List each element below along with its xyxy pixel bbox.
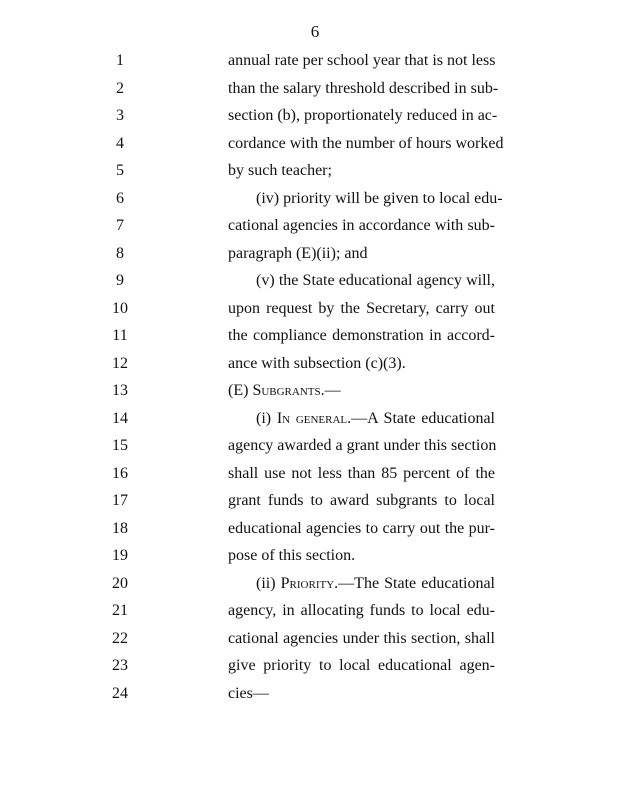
line-text: (v) the State educational agency will, [256,272,495,289]
line-text [228,377,495,405]
line-number: 9 [116,272,124,289]
document-line [0,625,630,653]
line-text: (iv) priority will be given to local edu- [256,189,503,207]
document-line [0,460,630,488]
line-number: 17 [112,492,128,509]
line-number: 4 [116,134,124,152]
document-line [0,350,630,378]
document-line [0,405,630,433]
document-line [0,597,630,625]
line-number: 19 [112,547,128,564]
subparagraph-designation: (E) [228,382,253,399]
line-text: pose of this section. [228,547,356,564]
line-text: cies— [228,684,269,702]
line-text: cordance with the number of hours worked [228,134,504,152]
document-line [0,212,630,240]
line-number: 21 [112,602,128,619]
document-line [0,267,630,295]
document-line [0,570,630,598]
line-text [256,405,495,433]
line-text: than the salary threshold described in sub- [228,79,499,97]
clause-text: .—A State educational [347,409,495,427]
line-number: 1 [116,52,124,69]
document-line [0,102,630,130]
line-text: upon request by the Secretary, carry out [228,299,495,317]
clause-designation: (ii) [256,574,281,592]
document-line [0,652,630,680]
line-text: agency, in allocating funds to local edu- [228,602,495,619]
line-number: 16 [112,464,128,482]
line-text: cational agencies in accordance with sub- [228,217,495,234]
line-number: 5 [116,162,124,179]
clause-heading: In general [276,409,348,427]
line-number: 10 [112,299,128,317]
line-text [256,570,495,598]
document-line [0,295,630,323]
line-text: give priority to local educational agen- [228,657,495,674]
line-number: 11 [112,327,128,344]
line-number: 14 [112,409,128,427]
clause-heading: Priority [280,574,335,592]
page-number: 6 [310,22,320,41]
heading-dash: .— [320,382,341,399]
line-text: shall use not less than 85 percent of the [228,464,495,482]
line-text: grant funds to award subgrants to local [228,492,495,509]
line-text: cational agencies under this section, shall [228,629,495,647]
clause-text: .—The State educational [334,574,495,592]
line-number: 7 [116,217,124,234]
line-text: ance with subsection (c)(3). [228,354,406,372]
document-line [0,240,630,268]
line-number: 20 [112,574,128,592]
line-text: by such teacher; [228,162,332,179]
line-text: agency awarded a grant under this section [228,437,497,454]
line-number: 2 [116,79,124,97]
document-line [0,542,630,570]
document-line [0,322,630,350]
line-text: paragraph (E)(ii); and [228,244,368,262]
line-number: 15 [112,437,128,454]
document-body [0,47,630,707]
document-line [0,432,630,460]
document-line [0,130,630,158]
document-line [0,75,630,103]
line-number: 12 [112,354,128,372]
line-number: 24 [112,684,128,702]
document-line [0,515,630,543]
line-text: annual rate per school year that is not less [228,52,496,69]
document-line [0,157,630,185]
line-number: 23 [112,657,128,674]
line-number: 6 [116,189,124,207]
document-line [0,487,630,515]
document-line [0,47,630,75]
subparagraph-heading: Subgrants [252,382,321,399]
line-number: 8 [116,244,124,262]
line-number: 18 [112,519,128,537]
line-text: the compliance demonstration in accord- [228,327,495,344]
line-number: 22 [112,629,128,647]
line-text: educational agencies to carry out the pur- [228,519,495,537]
line-number: 3 [116,107,124,124]
document-line [0,680,630,708]
clause-designation: (i) [256,409,277,427]
document-line [0,185,630,213]
line-number: 13 [112,382,128,399]
line-text: section (b), proportionately reduced in ac- [228,107,498,124]
document-line [0,377,630,405]
